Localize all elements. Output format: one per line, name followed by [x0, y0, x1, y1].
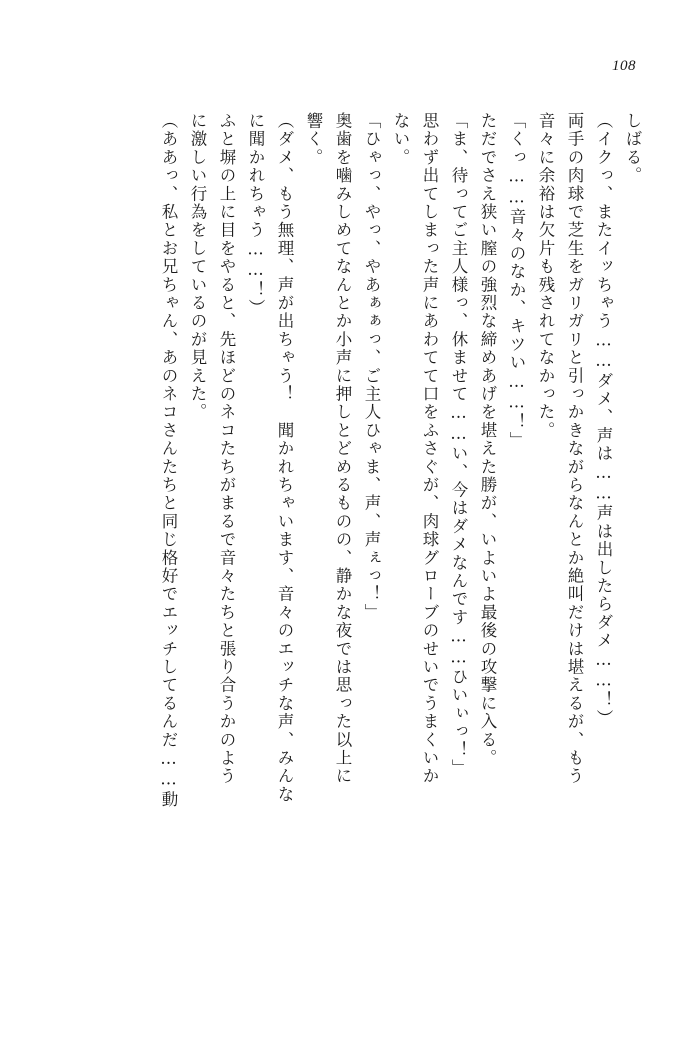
page-number: 108 [612, 58, 636, 74]
text-column: 「くっ……音々のなか、キツい……！」 [507, 112, 526, 450]
text-column: しばる。 [623, 112, 642, 185]
text-column: 響く。 [304, 112, 323, 167]
text-column: 音々に余裕は欠片も残されてなかった。 [536, 112, 555, 440]
text-column: （ダメ、もう無理、声が出ちゃう！ 聞かれちゃいます、音々のエッチな声、みんな [275, 112, 294, 804]
text-column: ない。 [391, 112, 410, 167]
text-column: （ああっ、私とお兄ちゃん、あのネコさんたちと同じ格好でエッチしてるんだ……動 [159, 112, 178, 809]
text-column: 「ひゃっ、やっ、やあぁぁっ、ご主人ひゃま、声、声ぇっ！」 [362, 112, 381, 622]
text-column: に激しい行為をしているのが見えた。 [188, 112, 207, 422]
text-column: ふと塀の上に目をやると、先ほどのネコたちがまるで音々たちと張り合うかのよう [217, 112, 236, 786]
text-column: 奥歯を噛みしめてなんとか小声に押しとどめるものの、静かな夜では思った以上に [333, 112, 352, 786]
vertical-text-body [62, 112, 640, 980]
text-column: 思わず出てしまった声にあわてて口をふさぐが、肉球グローブのせいでうまくいか [420, 112, 439, 786]
text-column: 両手の肉球で芝生をガリガリと引っかきながらなんとか絶叫だけは堪えるが、もう [565, 112, 584, 786]
text-column: 「ま、待ってご主人様っ、休ませて……い、今はダメなんです……ひいぃっ！」 [449, 112, 468, 778]
text-column: （イクっ、またイッちゃう……ダメ、声は……声は出したらダメ……！） [594, 112, 613, 728]
text-column: ただでさえ狭い膣の強烈な締めあげを堪えた勝が、いよいよ最後の攻撃に入る。 [478, 112, 497, 768]
text-column: に聞かれちゃう……！） [246, 112, 265, 318]
